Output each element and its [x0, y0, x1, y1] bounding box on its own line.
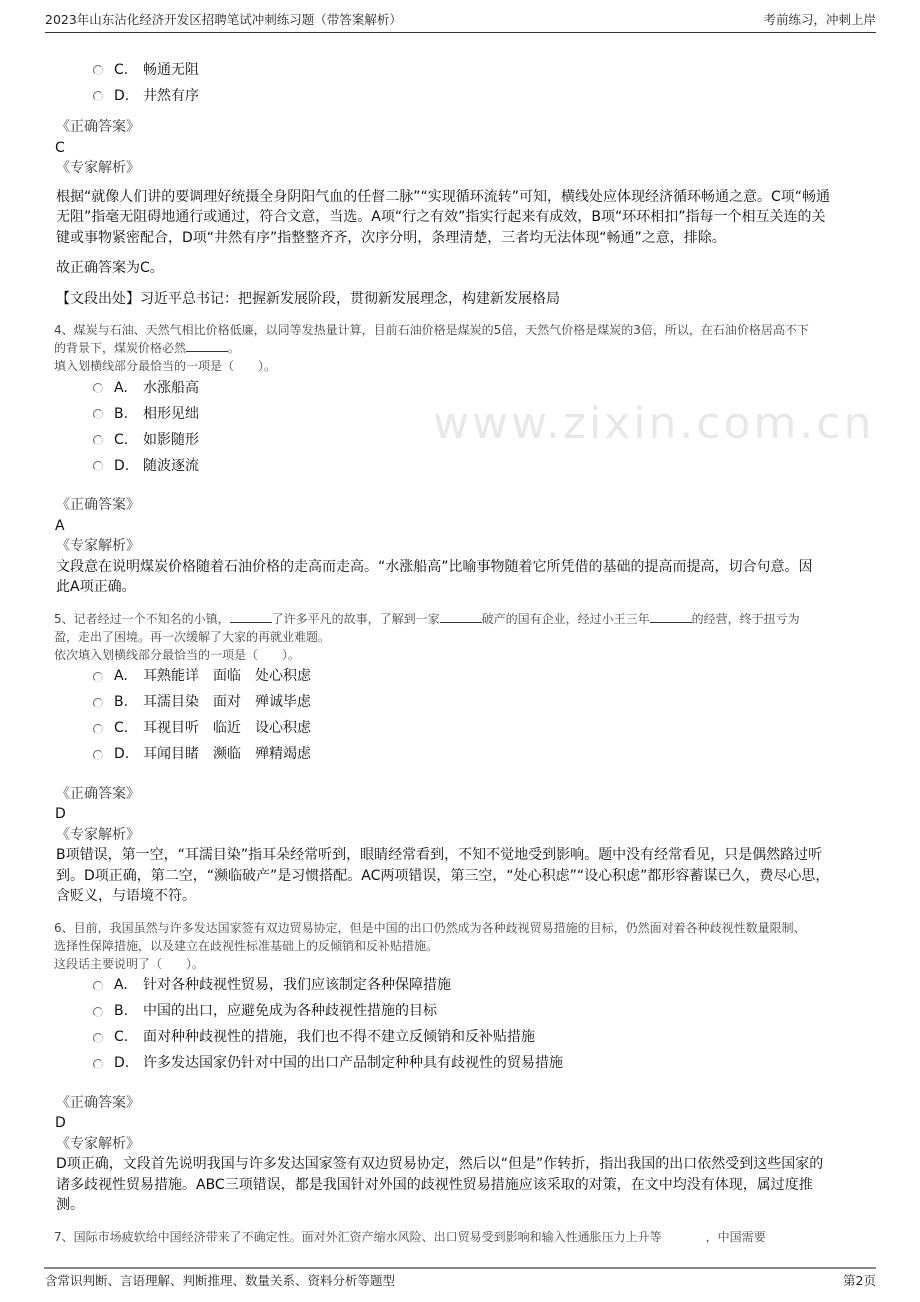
correct-answer-label: 《正确答案》 [56, 1094, 140, 1111]
expert-analysis-label: 《专家解析》 [56, 826, 140, 843]
radio-button[interactable] [93, 65, 103, 75]
analysis-line: B项错误，第一空，“耳濡目染”指耳朵经常听到，眼睛经常看到，不知不觉地受到影响。题中没有经常看见，只是偶然路过听 [56, 847, 823, 863]
source-citation: 【文段出处】习近平总书记：把握新发展阶段，贯彻新发展理念，构建新发展格局 [56, 290, 560, 307]
radio-button[interactable] [93, 383, 103, 393]
radio-button[interactable] [93, 672, 103, 682]
correct-answer-label: 《正确答案》 [56, 119, 140, 135]
option-text: 如影随形 [143, 431, 199, 448]
expert-analysis-label: 《专家解析》 [56, 538, 140, 554]
footer-text: 含常识判断、言语理解、判断推理、数量关系、资料分析等题型 [45, 1273, 396, 1288]
radio-button[interactable] [93, 1059, 103, 1069]
stem-text: ，中国需要 [705, 1229, 766, 1244]
option-letter: C. [114, 61, 129, 78]
correct-answer: D [55, 806, 66, 822]
analysis-line: 此A项正确。 [56, 579, 136, 595]
correct-answer: D [55, 1115, 66, 1131]
option-text: 水涨船高 [143, 379, 199, 396]
analysis-line: 根据“就像人们讲的要调理好统摄全身阴阳气血的任督二脉”“实现循环流转”可知，横线处应体现经济循环畅通之意。C项“畅通 [56, 188, 831, 205]
radio-button[interactable] [93, 1007, 103, 1017]
option-text: 相形见绌 [143, 405, 199, 422]
option-c[interactable] [93, 1025, 866, 1051]
analysis-line: 诸多歧视性贸易措施。ABC三项错误，都是我国针对外国的歧视性贸易措施应该采取的对策，在文中均没有体现，属过度推 [56, 1176, 813, 1193]
question-prompt: 这段话主要说明了（ ）。 [54, 956, 205, 971]
option-b[interactable] [93, 999, 866, 1025]
option-letter: A. [114, 668, 128, 684]
option-a[interactable] [93, 664, 866, 690]
option-c[interactable] [93, 716, 866, 742]
header-slogan: 考前练习，冲刺上岸 [763, 12, 876, 27]
analysis-line: 到。D项正确，第二空，“濒临破产”是习惯搭配。AC两项错误，第三空，“处心积虑”“设心积虑”都形容蓄谋已久，费尽心思， [56, 867, 830, 884]
page-footer [44, 1267, 876, 1302]
options-group [93, 375, 875, 479]
blank [230, 610, 272, 623]
stem-text: 7、国际市场疲软给中国经济带来了不确定性。面对外汇资产缩水风险、出口贸易受到影响和输入性通胀压力上升等 [54, 1229, 662, 1244]
option-text: 耳闻目睹 濒临 殚精竭虑 [143, 746, 311, 762]
stem-text: 了许多平凡的故事，了解到一家 [271, 611, 440, 626]
radio-button[interactable] [93, 461, 103, 471]
option-text: 中国的出口，应避免成为各种歧视性措施的目标 [143, 1003, 437, 1019]
analysis-line: 测。 [56, 1197, 84, 1213]
blank [186, 339, 228, 352]
option-letter: D. [114, 746, 130, 762]
stem-text: 的背景下，煤炭价格必然 [54, 341, 187, 355]
option-text: 针对各种歧视性贸易，我们应该制定各种保障措施 [143, 977, 451, 993]
options-group [93, 973, 866, 1077]
analysis-line: 文段意在说明煤炭价格随着石油价格的走高而走高。“水涨船高”比喻事物随着它所凭借的基础的提高而提高，切合句意。因 [56, 558, 813, 575]
analysis-line: 无阻”指毫无阻碍地通行或通过，符合文意，当选。A项“行之有效”指实行起来有成效，B项“环环相扣”指每一个相互关连的关 [56, 209, 826, 225]
question-prompt: 填入划横线部分最恰当的一项是（ ）。 [54, 359, 277, 373]
document-content [0, 33, 920, 1256]
radio-button[interactable] [93, 750, 103, 760]
stem-text: 5、记者经过一个不知名的小镇， [54, 611, 230, 626]
option-letter: D. [114, 1055, 130, 1071]
question-stem: 盈，走出了困境。再一次缓解了大家的再就业难题。 [54, 629, 331, 644]
option-letter: C. [114, 1029, 129, 1045]
option-letter: D. [114, 457, 130, 474]
option-d[interactable] [93, 83, 866, 109]
option-letter: A. [114, 977, 128, 993]
correct-answer-label: 《正确答案》 [56, 497, 140, 513]
question-stem [54, 339, 866, 357]
option-letter: B. [114, 405, 129, 422]
option-d[interactable] [93, 453, 866, 479]
analysis-line: D项正确，文段首先说明我国与许多发达国家签有双边贸易协定，然后以“但是”作转折，指出我国的出口依然受到这些国家的 [56, 1156, 824, 1172]
question-stem: 4、煤炭与石油、天然气相比价格低廉，以同等发热量计算，目前石油价格是煤炭的5倍，天然气价格是煤炭的3倍，所以，在石油价格居高不下 [54, 323, 809, 337]
correct-answer-label: 《正确答案》 [56, 785, 140, 802]
page-header [45, 10, 876, 33]
option-letter: C. [114, 431, 129, 448]
conclusion: 故正确答案为C。 [56, 260, 164, 276]
radio-button[interactable] [93, 409, 103, 419]
page-number: 第2页 [843, 1273, 876, 1288]
option-d[interactable] [93, 742, 866, 768]
option-text: 耳熟能详 面临 处心积虑 [143, 668, 311, 684]
question-prompt: 依次填入划横线部分最恰当的一项是（ ）。 [54, 647, 301, 662]
option-text: 面对种种歧视性的措施，我们也不得不建立反倾销和反补贴措施 [143, 1029, 535, 1045]
options-group [93, 664, 866, 768]
radio-button[interactable] [93, 91, 103, 101]
option-c[interactable] [93, 57, 866, 83]
radio-button[interactable] [93, 698, 103, 708]
radio-button[interactable] [93, 435, 103, 445]
question-stem [54, 610, 866, 628]
option-text: 耳濡目染 面对 殚诚毕虑 [143, 694, 311, 710]
blank [440, 610, 482, 623]
correct-answer: C [55, 139, 65, 156]
option-text: 随波逐流 [143, 457, 199, 474]
question-stem: 6、目前，我国虽然与许多发达国家签有双边贸易协定，但是中国的出口仍然成为各种歧视贸易措施的目标，仍然面对着各种歧视性数量限制、 [54, 920, 806, 935]
option-letter: A. [114, 379, 128, 396]
analysis-line: 键或事物紧密配合，D项“井然有序”指整整齐齐，次序分明，条理清楚，三者均无法体现“畅通”之意，排除。 [56, 229, 726, 246]
stem-text: 破产的国有企业，经过小王三年 [481, 611, 650, 626]
option-d[interactable] [93, 1051, 866, 1077]
blank [650, 610, 692, 623]
options-group [93, 57, 866, 109]
option-letter: C. [114, 720, 129, 736]
question-stem: 选择性保障措施，以及建立在歧视性标准基础上的反倾销和反补贴措施。 [54, 938, 439, 953]
header-title: 2023年山东沾化经济开发区招聘笔试冲刺练习题（带答案解析） [45, 12, 402, 27]
radio-button[interactable] [93, 724, 103, 734]
radio-button[interactable] [93, 1033, 103, 1043]
watermark: www.zixin.com.cn [433, 398, 875, 449]
expert-analysis-label: 《专家解析》 [56, 1135, 140, 1152]
option-text: 畅通无阻 [143, 61, 199, 78]
option-text: 井然有序 [143, 87, 199, 104]
option-letter: B. [114, 1003, 129, 1019]
radio-button[interactable] [93, 981, 103, 991]
question-stem [54, 1228, 866, 1246]
stem-end: 。 [228, 341, 241, 355]
stem-text: 的经营，终于扭亏为 [691, 611, 800, 626]
analysis-line: 含贬义，与语境不符。 [56, 888, 196, 904]
expert-analysis-label: 《专家解析》 [56, 160, 140, 176]
option-letter: D. [114, 87, 130, 104]
option-text: 耳视目听 临近 设心积虑 [143, 720, 311, 736]
correct-answer: A [55, 517, 65, 534]
option-letter: B. [114, 694, 129, 710]
option-a[interactable] [93, 973, 866, 999]
option-b[interactable] [93, 690, 866, 716]
option-text: 许多发达国家仍针对中国的出口产品制定种种具有歧视性的贸易措施 [143, 1055, 563, 1071]
